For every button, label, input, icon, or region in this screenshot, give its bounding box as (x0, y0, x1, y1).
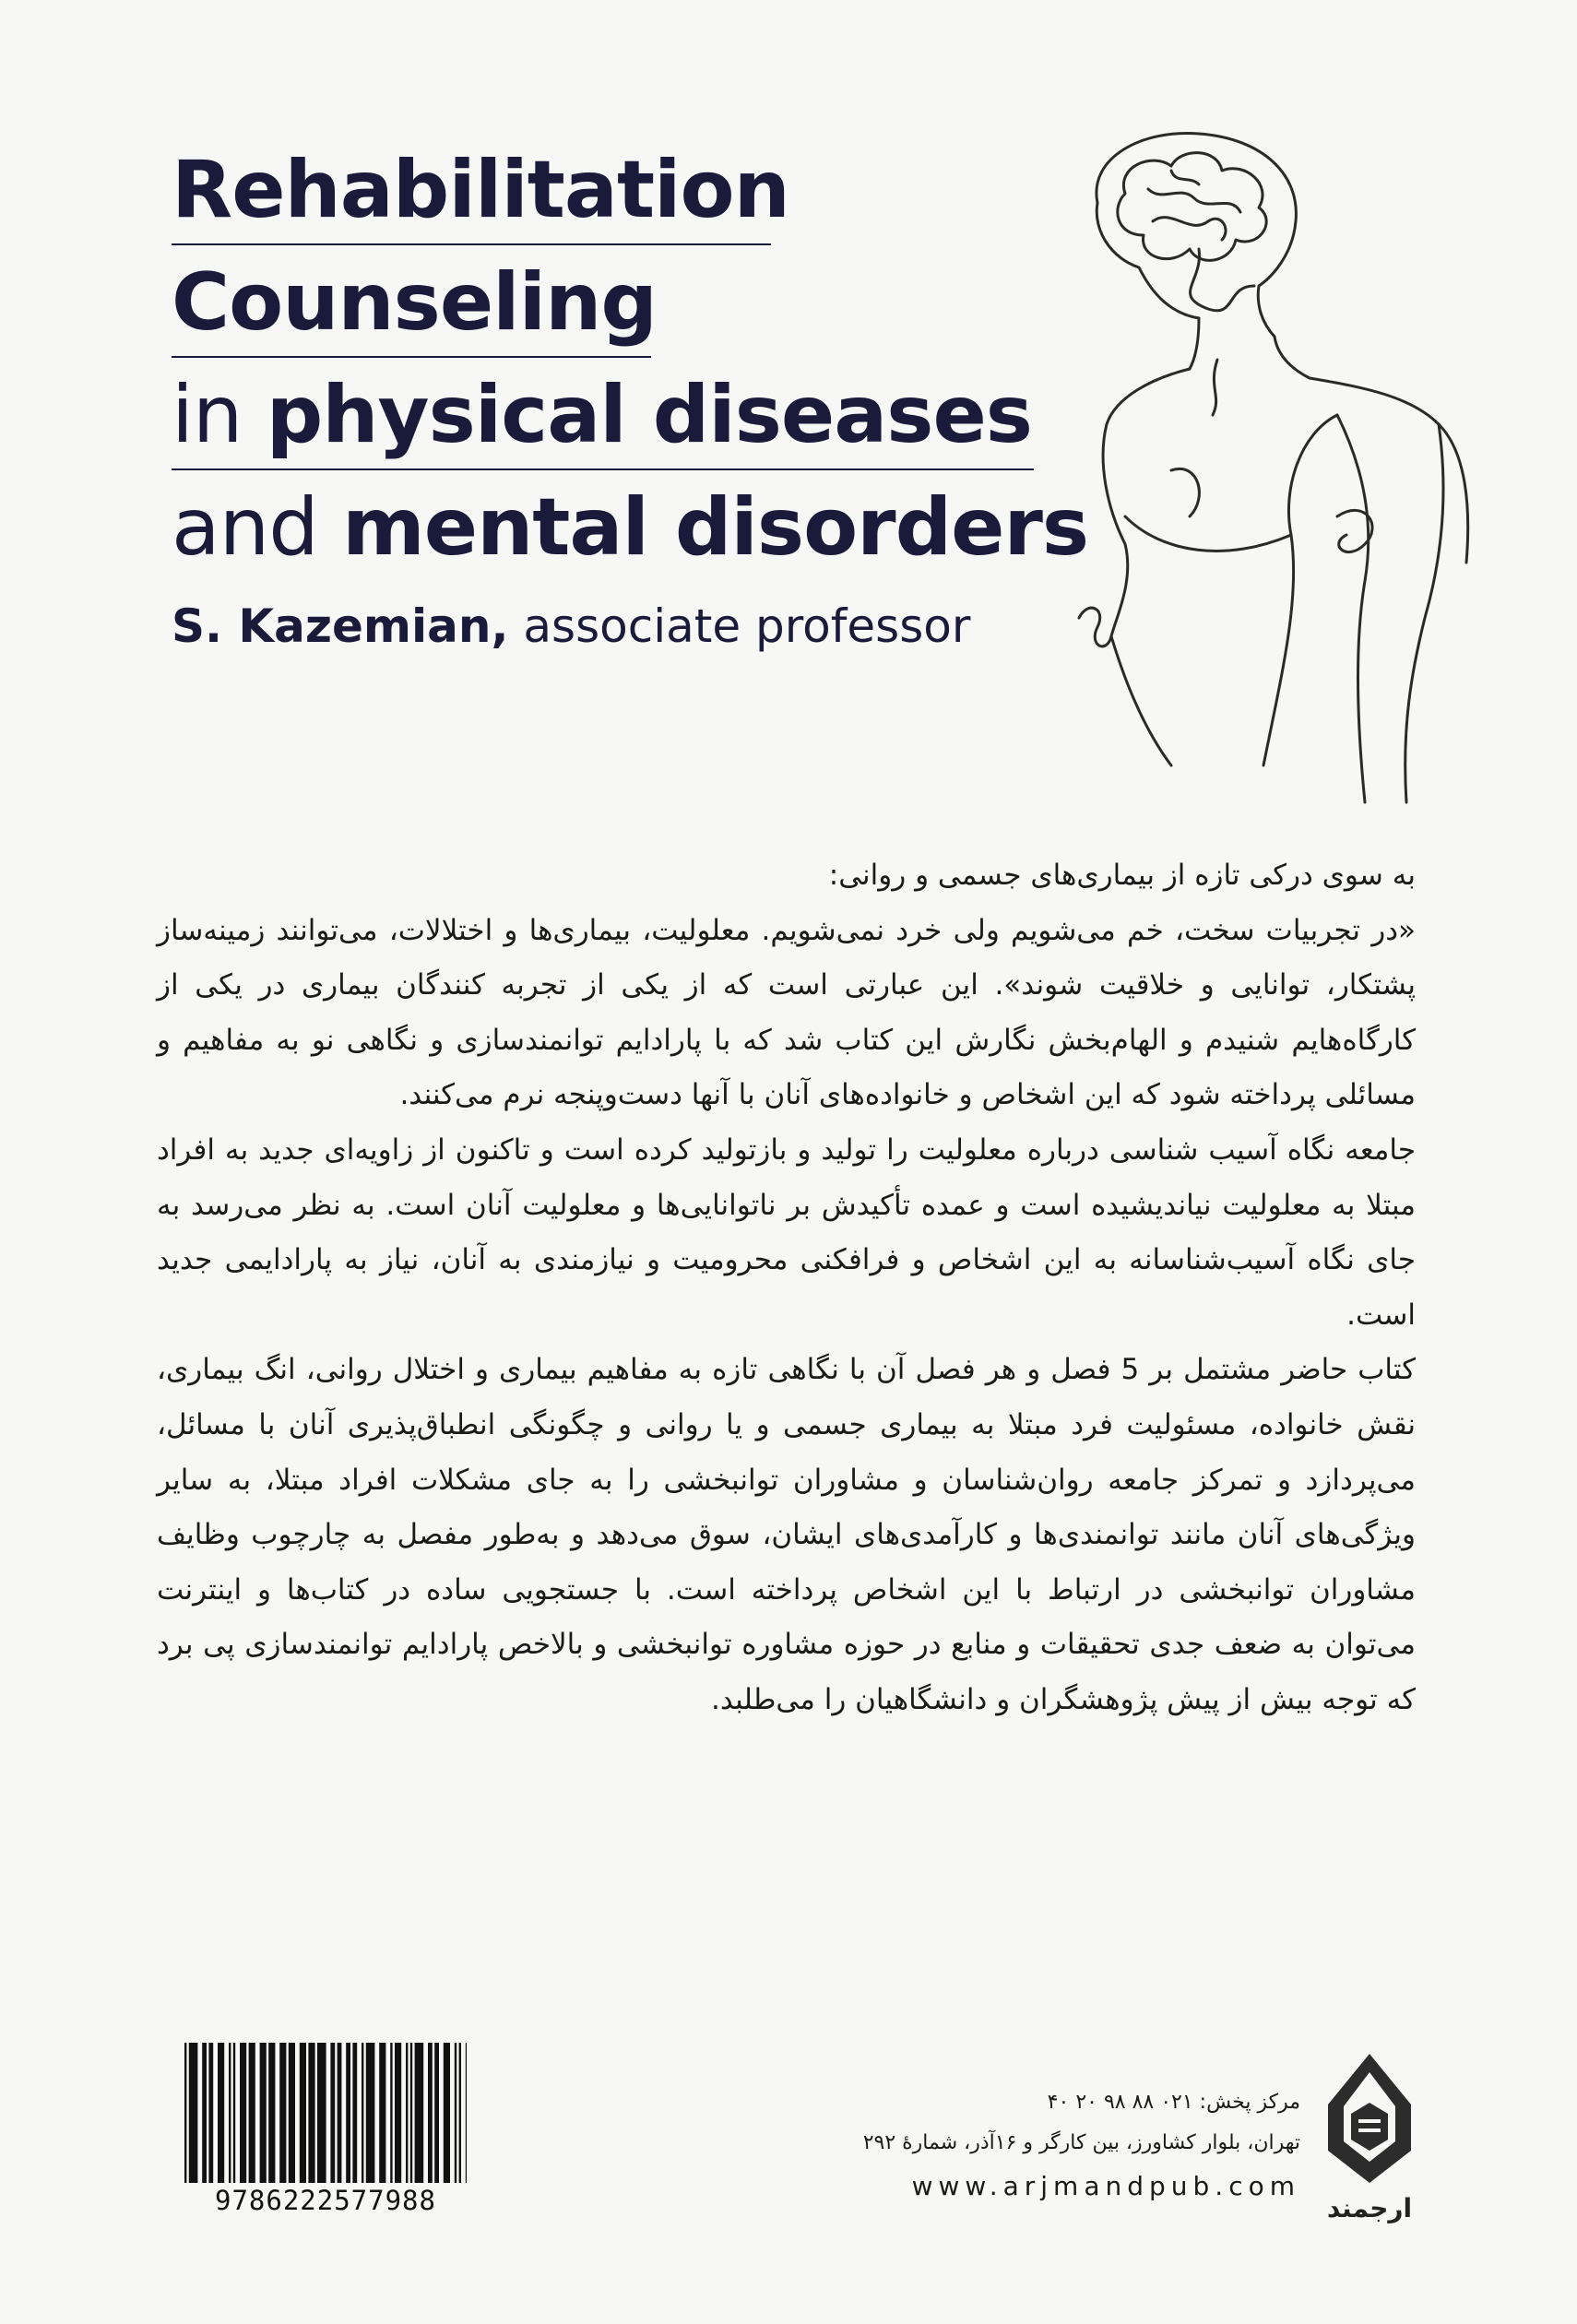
barcode-bar (260, 2043, 267, 2183)
publisher-logo-name: ارجمند (1326, 2193, 1413, 2223)
english-title-block (172, 138, 1112, 653)
barcode-bar (208, 2043, 213, 2183)
barcode-bar (455, 2043, 456, 2183)
description-paragraph-3: کتاب حاضر مشتمل بر 5 فصل و هر فصل آن با نگاهی تازه به مفاهیم بیماری و اختلال روانی، انگ بیماری، نقش خانواده، مسئولیت فرد مبتلا به بیماری جسمی و یا روانی و چگونگی انطباق‌پذیری آنان با مسائل، می‌پردازد و تمرکز جامعه روان‌شناسان و مشاوران توانبخشی را به جای مشکلات افراد مبتلا، به سایر ویژگی‌های آنان مانند توانمندی‌ها و کارآمدی‌های ایشان، سوق می‌دهد و به‌طور مفصل به چارچوب وظایف مشاوران توانبخشی در ارتباط با این اشخاص پرداخته است. با جستجویی ساده در کتاب‌ها و اینترنت می‌توان به ضعف جدی تحقیقات و منابع در حوزه مشاوره توانبخشی و بالاخص پارادایم توانمندسازی پی برد که توجه بیش از پیش پژوهشگران و دانشگاهیان را می‌طلبد. (157, 1353, 1416, 1716)
title-line-1 (172, 138, 1112, 242)
barcode-bar (249, 2043, 255, 2183)
description-paragraph-2: جامعه نگاه آسیب شناسی درباره معلولیت را تولید و بازتولید کرده است و تاکنون از زاویه‌ای جدید به افراد مبتلا به معلولیت نیاندیشیده است و عمده تأکیدش بر ناتوانایی‌ها و معلولیت آنان است. به نظر می‌رسد به جای نگاه آسیب‌شناسانه به این اشخاص و فرافکنی محرومیت و نیازمندی به آنان، نیاز به پارادایمی جدید است. (157, 1132, 1416, 1332)
barcode-number: 9786222577988 (215, 2185, 436, 2216)
barcode-bar (366, 2043, 375, 2183)
distribution-center: مرکز پخش: ۰۲۱ ۸۸ ۹۸ ۲۰ ۴۰ (1047, 2091, 1300, 2114)
barcode-bar (317, 2043, 326, 2183)
barcode-bar (459, 2043, 461, 2183)
title-prefix-and: and (172, 481, 343, 574)
barcode-bar (233, 2043, 235, 2183)
barcode-bar (330, 2043, 335, 2183)
persian-description (157, 848, 1416, 1728)
title-word-counseling: Counseling (172, 256, 657, 349)
barcode-bar (229, 2043, 231, 2183)
barcode-bar (240, 2043, 246, 2183)
barcode-bar (466, 2043, 467, 2183)
barcode-bar (189, 2043, 198, 2183)
publisher-website: www.arjmandpub.com (911, 2171, 1300, 2201)
title-underline-1 (172, 243, 771, 245)
barcode-bar (279, 2043, 286, 2183)
barcode-bar (308, 2043, 314, 2183)
barcode-bar (362, 2043, 363, 2183)
barcode-bar (184, 2043, 186, 2183)
publisher-logo (1319, 2049, 1420, 2234)
barcode-bar (390, 2043, 392, 2183)
publisher-info (793, 2082, 1300, 2210)
author-name: S. Kazemian, (172, 599, 509, 653)
title-line-2 (172, 251, 1112, 354)
title-underline-2 (172, 356, 651, 358)
title-physical-diseases: physical diseases (266, 369, 1032, 461)
barcode-bar (352, 2043, 357, 2183)
barcode-bar (289, 2043, 295, 2183)
title-line-4 (172, 476, 1112, 579)
book-logo-icon (1323, 2049, 1416, 2188)
barcode-bar (379, 2043, 385, 2183)
title-prefix-in: in (172, 369, 267, 461)
barcode-bar (434, 2043, 439, 2183)
barcode-bars (181, 2043, 470, 2183)
barcode-bar (395, 2043, 401, 2183)
title-word-rehabilitation: Rehabilitation (172, 144, 789, 236)
description-paragraph-1: «در تجربیات سخت، خم می‌شویم ولی خرد نمی‌شویم. معلولیت، بیماری‌ها و اختلالات، می‌توانند زمینه‌ساز پشتکار، توانایی و خلاقیت شوند». این عبارتی است که از یکی از تجربه کنندگان بیماری در یکی از کارگاه‌هایم شنیدم و الهام‌بخش نگارش این کتاب شد که با پارادایم توانمندسازی و نگاهی نو به مفاهیم و مسائلی پرداخته شود که این اشخاص و خانواده‌های آنان با آنها دست‌وپنجه نرم می‌کنند. (157, 913, 1416, 1112)
title-underline-3 (172, 468, 1034, 470)
barcode-bar (406, 2043, 408, 2183)
publisher-address: تهران، بلوار کشاورز، بین کارگر و ۱۶آذر، شمارهٔ ۲۹۲ (862, 2131, 1300, 2154)
barcode-bar (202, 2043, 207, 2183)
barcode-bar (428, 2043, 433, 2183)
barcode-bar (218, 2043, 224, 2183)
barcode-bar (268, 2043, 275, 2183)
barcode-bar (415, 2043, 424, 2183)
line-art-human-figure (1061, 120, 1494, 821)
author-role: associate professor (508, 599, 971, 653)
barcode-bar (444, 2043, 450, 2183)
author-line (172, 599, 1112, 653)
barcode-bar (338, 2043, 342, 2183)
barcode-bar (300, 2043, 306, 2183)
title-mental-disorders: mental disorders (342, 481, 1089, 574)
barcode-bar (410, 2043, 412, 2183)
title-line-3 (172, 363, 1112, 467)
barcode-bar (346, 2043, 350, 2183)
description-heading: به سوی درکی تازه از بیماری‌های جسمی و روانی: (828, 859, 1416, 892)
isbn-barcode (181, 2043, 470, 2218)
